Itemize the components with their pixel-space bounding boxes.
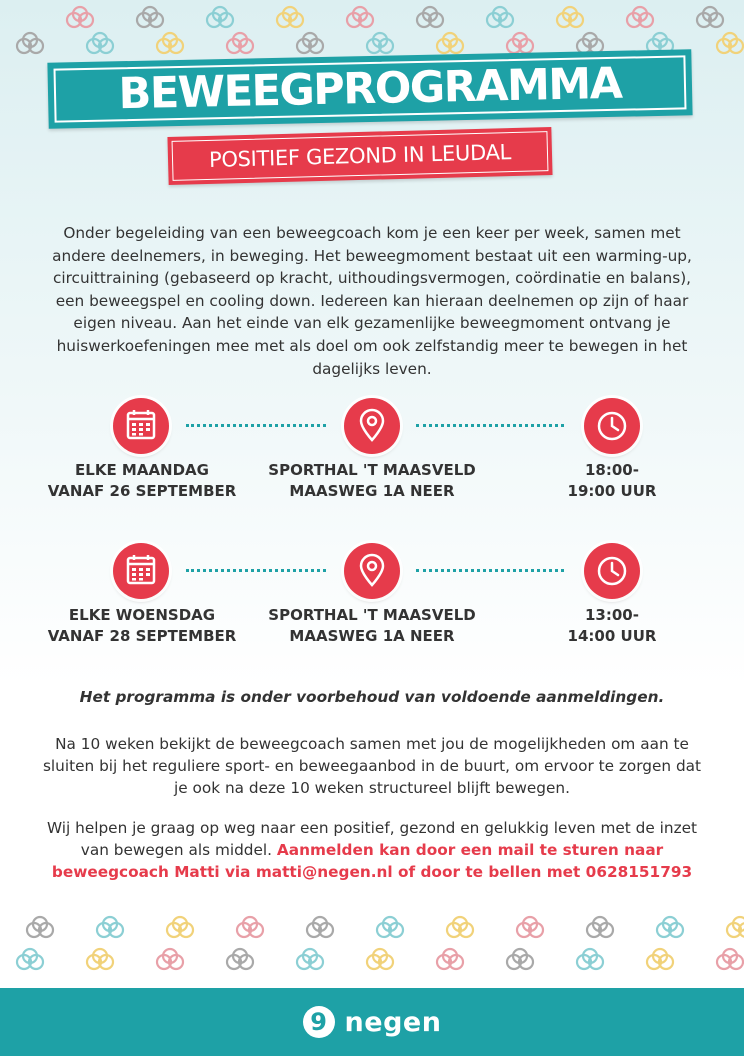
session-time xyxy=(552,605,672,647)
pattern-ring-icon xyxy=(727,917,744,937)
pattern-ring-icon xyxy=(157,33,183,53)
negen-logo-mark: 9 xyxy=(303,1006,335,1038)
session-date-line: VANAF 28 SEPTEMBER xyxy=(47,627,237,645)
session-time-start: 13:00- xyxy=(585,606,639,624)
session-time-end: 14:00 UUR xyxy=(567,627,657,645)
pattern-ring-icon xyxy=(437,949,463,969)
pattern-ring-icon xyxy=(167,917,193,937)
connector-dots xyxy=(416,424,564,427)
pattern-ring-icon xyxy=(137,7,163,27)
pattern-ring-icon xyxy=(237,917,263,937)
subtitle-banner xyxy=(167,127,552,185)
pattern-ring-icon xyxy=(507,33,533,53)
pattern-ring-icon xyxy=(97,917,123,937)
pattern-ring-icon xyxy=(87,33,113,53)
signup-intro: Wij helpen je graag op weg naar een positief, gezond en gelukkig leven met de inzet van bewegen als middel. xyxy=(46,819,698,859)
pattern-ring-icon xyxy=(297,949,323,969)
pattern-ring-icon xyxy=(507,949,533,969)
connector-dots xyxy=(416,569,564,572)
session-day-line: ELKE WOENSDAG xyxy=(68,606,216,624)
pattern-ring-icon xyxy=(717,949,743,969)
pattern-ring-icon xyxy=(347,7,373,27)
footer-bar xyxy=(0,988,744,1056)
pattern-ring-icon xyxy=(377,917,403,937)
session-day xyxy=(40,605,244,647)
pattern-ring-icon xyxy=(577,949,603,969)
pattern-ring-icon xyxy=(557,7,583,27)
pattern-ring-icon xyxy=(577,33,603,53)
bottom-pattern xyxy=(0,912,744,982)
intro-paragraph: Onder begeleiding van een beweegcoach kom je een keer per week, samen met andere deelnemers, in beweging. Het beweegmoment bestaat uit een warming-up, circuittraining (gebaseerd op kracht, uithoudingsvermogen, coördinatie en balans), een beweegspel en cooling down. Iedereen kan hieraan deelnemen op zijn of haar eigen niveau. Aan het einde van elk gezamenlijke beweegmoment ontvang je huiswerkoefeningen mee met als doel om ook zelfstandig meer te bewegen in het dagelijks leven. xyxy=(52,224,692,378)
connector-dots xyxy=(186,424,326,427)
signup-paragraph xyxy=(40,817,704,883)
location-pin-icon xyxy=(344,543,400,599)
session-time-end: 19:00 UUR xyxy=(567,482,657,500)
pattern-ring-icon xyxy=(87,949,113,969)
clock-icon xyxy=(584,543,640,599)
pattern-ring-icon xyxy=(307,917,333,937)
pattern-ring-icon xyxy=(297,33,323,53)
pattern-ring-icon xyxy=(227,33,253,53)
negen-logo[interactable] xyxy=(303,1006,442,1038)
page-subtitle: POSITIEF GEZOND IN LEUDAL xyxy=(208,140,512,172)
negen-logo-text: negen xyxy=(344,1006,442,1038)
pattern-ring-icon xyxy=(487,7,513,27)
pattern-ring-icon xyxy=(367,949,393,969)
page-title: BEWEEGPROGRAMMA xyxy=(118,58,622,119)
session-day xyxy=(40,460,244,502)
followup-paragraph: Na 10 weken bekijkt de beweegcoach samen met jou de mogelijkheden om aan te sluiten bij het reguliere sport- en beweegaanbod in de buurt, om ervoor te zorgen dat je ook na deze 10 weken structureel blijft bewegen. xyxy=(42,735,702,797)
pattern-ring-icon xyxy=(227,949,253,969)
session-venue: SPORTHAL 'T MAASVELD xyxy=(268,461,476,479)
session-time-start: 18:00- xyxy=(585,461,639,479)
pattern-ring-icon xyxy=(417,7,443,27)
pattern-ring-icon xyxy=(207,7,233,27)
session-day-line: ELKE MAANDAG xyxy=(75,461,209,479)
session-address: MAASWEG 1A NEER xyxy=(289,482,455,500)
pattern-ring-icon xyxy=(157,949,183,969)
pattern-ring-icon xyxy=(27,917,53,937)
pattern-ring-icon xyxy=(447,917,473,937)
connector-dots xyxy=(186,569,326,572)
pattern-ring-icon xyxy=(627,7,653,27)
pattern-ring-icon xyxy=(717,33,743,53)
session-location xyxy=(252,460,492,502)
pattern-ring-icon xyxy=(17,949,43,969)
signup-call-to-action[interactable]: Aanmelden kan door een mail te sturen naar beweegcoach Matti via matti@negen.nl of door te bellen met 0628151793 xyxy=(51,841,693,881)
pattern-ring-icon xyxy=(67,7,93,27)
pattern-ring-icon xyxy=(17,33,43,53)
pattern-ring-icon xyxy=(517,917,543,937)
pattern-ring-icon xyxy=(657,917,683,937)
notice-text: Het programma is onder voorbehoud van voldoende aanmeldingen. xyxy=(79,688,665,706)
location-pin-icon xyxy=(344,398,400,454)
pattern-ring-icon xyxy=(587,917,613,937)
pattern-ring-icon xyxy=(277,7,303,27)
session-location xyxy=(252,605,492,647)
pattern-ring-icon xyxy=(367,33,393,53)
calendar-icon xyxy=(113,398,169,454)
session-date-line: VANAF 26 SEPTEMBER xyxy=(47,482,237,500)
session-time xyxy=(552,460,672,502)
session-venue: SPORTHAL 'T MAASVELD xyxy=(268,606,476,624)
title-banner xyxy=(47,49,692,128)
session-address: MAASWEG 1A NEER xyxy=(289,627,455,645)
clock-icon xyxy=(584,398,640,454)
pattern-ring-icon xyxy=(697,7,723,27)
pattern-ring-icon xyxy=(437,33,463,53)
calendar-icon xyxy=(113,543,169,599)
pattern-ring-icon xyxy=(647,949,673,969)
